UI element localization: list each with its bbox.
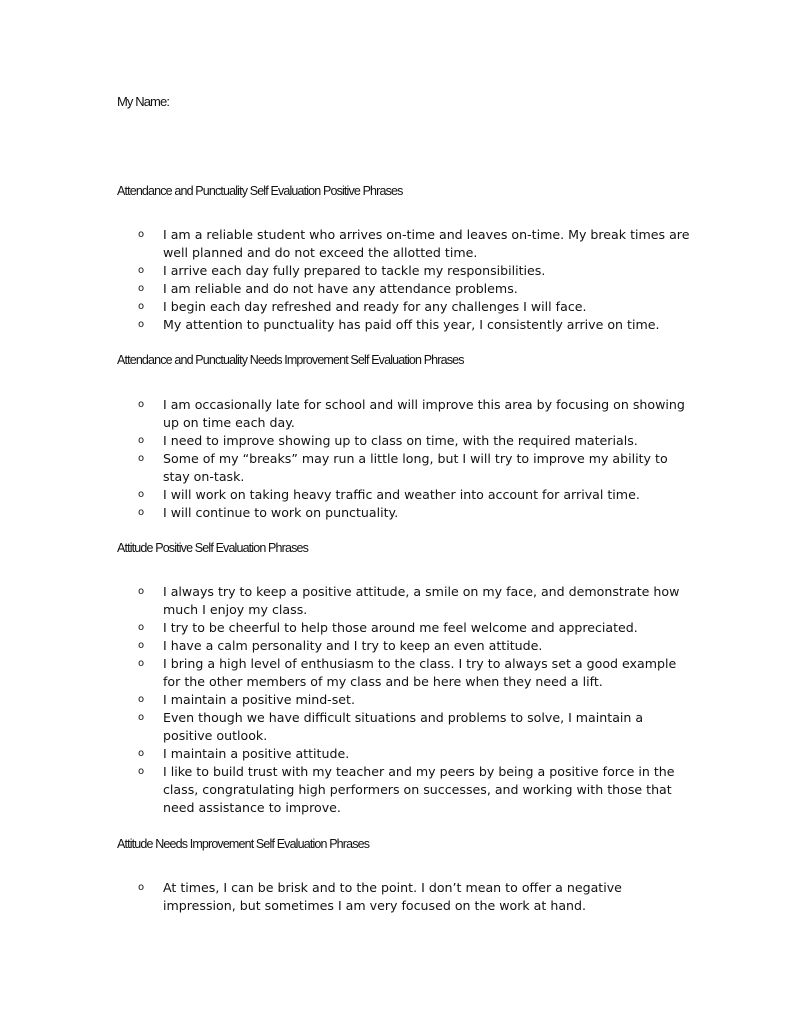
- list-item: o I always try to keep a positive attitude, a smile on my face, and demonstrate how much I enjoy my class.: [138, 584, 680, 617]
- circle-bullet-icon: o: [138, 622, 145, 633]
- circle-bullet-icon: o: [138, 640, 145, 651]
- list-item: o I like to build trust with my teacher and my peers by being a positive force in the class, congratulating high performers on successes, and working with those that need assistance to improve.: [138, 764, 675, 815]
- circle-bullet-icon: o: [138, 489, 145, 500]
- circle-bullet-icon: o: [138, 283, 145, 294]
- list-item: o I will work on taking heavy traffic and weather into account for arrival time.: [138, 487, 640, 502]
- circle-bullet-icon: o: [138, 586, 145, 597]
- list-item: o Some of my “breaks” may run a little long, but I will try to improve my ability to stay on-task.: [138, 451, 668, 484]
- list-item: o I try to be cheerful to help those around me feel welcome and appreciated.: [138, 620, 638, 635]
- phrase-list-attitude-positive: [136, 583, 696, 817]
- circle-bullet-icon: o: [138, 319, 145, 330]
- circle-bullet-icon: o: [138, 435, 145, 446]
- section-heading-attendance-improvement: Attendance and Punctuality Needs Improvement Self Evaluation Phrases: [117, 353, 464, 367]
- circle-bullet-icon: o: [138, 694, 145, 705]
- circle-bullet-icon: o: [138, 399, 145, 410]
- circle-bullet-icon: o: [138, 229, 145, 240]
- circle-bullet-icon: o: [138, 507, 145, 518]
- section-heading-attendance-positive: Attendance and Punctuality Self Evaluation Positive Phrases: [117, 184, 403, 198]
- list-item: o I am a reliable student who arrives on-time and leaves on-time. My break times are well planned and do not exceed the allotted time.: [138, 227, 690, 260]
- circle-bullet-icon: o: [138, 712, 145, 723]
- circle-bullet-icon: o: [138, 453, 145, 464]
- list-item: o I arrive each day fully prepared to tackle my responsibilities.: [138, 263, 546, 278]
- list-item: o I will continue to work on punctuality.: [138, 505, 399, 520]
- section-heading-attitude-improvement: Attitude Needs Improvement Self Evaluation Phrases: [117, 837, 370, 851]
- list-item: o I am reliable and do not have any attendance problems.: [138, 281, 518, 296]
- circle-bullet-icon: o: [138, 748, 145, 759]
- list-item: o I maintain a positive attitude.: [138, 746, 350, 761]
- list-item: o My attention to punctuality has paid off this year, I consistently arrive on time.: [138, 317, 660, 332]
- list-item: o I have a calm personality and I try to keep an even attitude.: [138, 638, 543, 653]
- circle-bullet-icon: o: [138, 766, 145, 777]
- list-item: o I maintain a positive mind-set.: [138, 692, 355, 707]
- list-item: o I need to improve showing up to class on time, with the required materials.: [138, 433, 638, 448]
- circle-bullet-icon: o: [138, 658, 145, 669]
- circle-bullet-icon: o: [138, 882, 145, 893]
- circle-bullet-icon: o: [138, 265, 145, 276]
- phrase-list-attitude-improvement: [136, 879, 696, 915]
- list-item: o I am occasionally late for school and will improve this area by focusing on showing up on time each day.: [138, 397, 685, 430]
- phrase-list-attendance-positive: [136, 226, 696, 334]
- circle-bullet-icon: o: [138, 301, 145, 312]
- list-item: o Even though we have difficult situations and problems to solve, I maintain a positive outlook.: [138, 710, 644, 743]
- phrase-list-attendance-improvement: [136, 396, 696, 522]
- list-item: o I begin each day refreshed and ready for any challenges I will face.: [138, 299, 587, 314]
- list-item: o I bring a high level of enthusiasm to the class. I try to always set a good example for the other members of my class and be here when they need a lift.: [138, 656, 677, 689]
- my-name-label: My Name:: [117, 94, 170, 109]
- section-heading-attitude-positive: Attitude Positive Self Evaluation Phrases: [117, 541, 308, 555]
- list-item: o At times, I can be brisk and to the point. I don’t mean to offer a negative impression, but sometimes I am very focused on the work at hand.: [138, 880, 622, 913]
